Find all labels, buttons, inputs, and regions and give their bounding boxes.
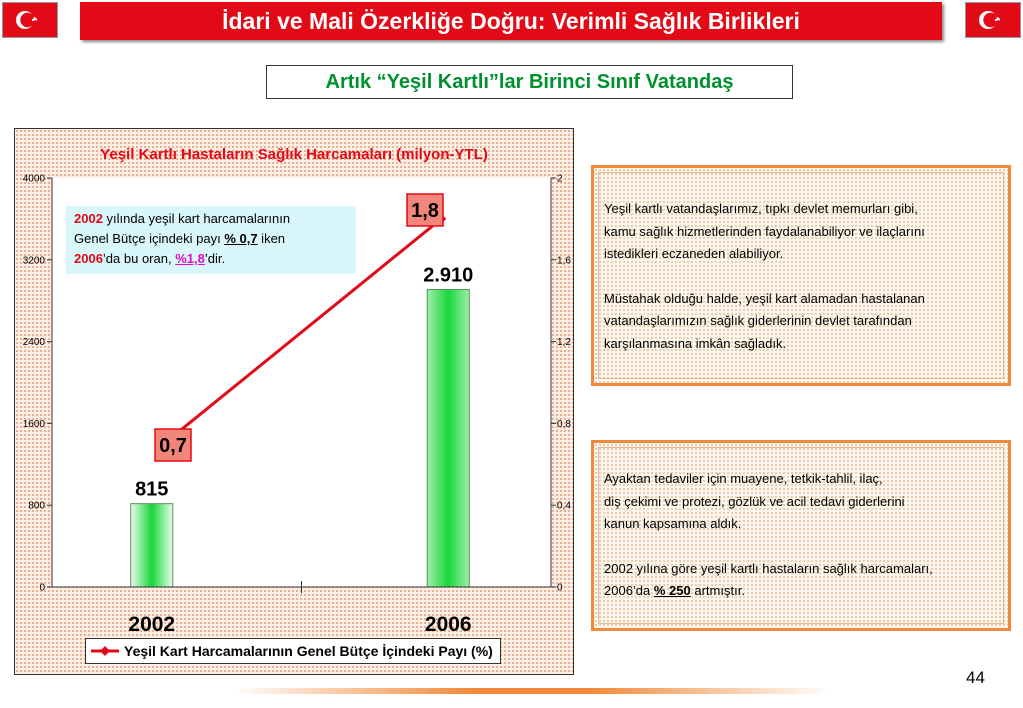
page-title: İdari ve Mali Özerkliğe Doğru: Verimli Sağlık Birlikleri bbox=[80, 2, 942, 40]
annotation-text: ’da bu oran, bbox=[102, 251, 176, 266]
left-tick-label: 4000 bbox=[22, 173, 45, 185]
info-text: artmıştır. bbox=[690, 583, 745, 598]
chart-legend bbox=[85, 638, 501, 664]
left-tick-label: 3200 bbox=[22, 255, 45, 267]
info-highlight-value: % 250 bbox=[653, 583, 691, 598]
footer-bar bbox=[230, 688, 830, 694]
x-axis-labels bbox=[52, 581, 551, 636]
info-line: karşılanmasına imkân sağladık. bbox=[604, 335, 787, 351]
line-value-label: 0,7 bbox=[159, 435, 187, 457]
info-line: vatandaşlarımızın sağlık giderlerinin devlet tarafından bbox=[604, 313, 912, 328]
right-tick-label: 1,2 bbox=[557, 337, 571, 349]
bar-2006 bbox=[427, 289, 469, 587]
info-box-2 bbox=[591, 440, 1011, 631]
right-tick-label: 2 bbox=[557, 173, 563, 185]
right-tick-label: 0,4 bbox=[557, 500, 571, 512]
bar-2002 bbox=[131, 504, 173, 587]
x-category-label: 2006 bbox=[424, 613, 472, 636]
info-line: Ayaktan tedaviler için muayene, tetkik-tahlil, ilaç, bbox=[604, 471, 883, 486]
right-tick-label: 0 bbox=[557, 582, 563, 594]
annotation-text: Genel Bütçe içindeki payı bbox=[74, 231, 225, 246]
right-tick-label: 1,6 bbox=[557, 255, 571, 267]
legend-label: Yeşil Kart Harcamalarının Genel Bütçe İçindeki Payı (%) bbox=[124, 643, 493, 659]
left-tick-label: 0 bbox=[39, 582, 45, 594]
legend-line-marker-icon bbox=[90, 645, 120, 657]
left-tick-label: 800 bbox=[28, 500, 45, 512]
info-line: kanun kapsamına aldık. bbox=[604, 516, 742, 531]
annotation-value-2002: % 0,7 bbox=[224, 231, 258, 246]
chart-title: Yeşil Kartlı Hastaların Sağlık Harcamaları (milyon-YTL) bbox=[100, 146, 488, 163]
line-value-label: 1,8 bbox=[411, 200, 439, 222]
annotation-year-2002: 2002 bbox=[74, 211, 103, 226]
info-line: Müstahak olduğu halde, yeşil kart alamadan hastalanan bbox=[604, 290, 925, 306]
annotation-year-2006: 2006 bbox=[74, 251, 103, 266]
chart-annotation bbox=[66, 206, 356, 274]
bar-value-label: 2.910 bbox=[423, 264, 474, 287]
right-tick-label: 0,8 bbox=[557, 418, 571, 430]
info-line: diş çekimi ve protezi, gözlük ve acil tedavi giderlerini bbox=[604, 493, 905, 509]
info-line bbox=[604, 580, 1002, 603]
page-number: 44 bbox=[966, 668, 985, 687]
bar-value-label: 815 bbox=[135, 478, 169, 501]
info-line: kamu sağlık hizmetlerinden faydalanabiliyor ve ilaçlarını bbox=[604, 223, 925, 239]
annotation-value-2006: %1,8 bbox=[175, 251, 205, 266]
right-axis bbox=[551, 174, 571, 594]
info-line: 2002 yılına göre yeşil kartlı hastaların sağlık harcamaları, bbox=[604, 560, 933, 576]
info-line: istedikleri eczaneden alabiliyor. bbox=[604, 246, 784, 261]
x-category-label: 2002 bbox=[128, 613, 176, 636]
left-axis bbox=[23, 174, 52, 594]
left-tick-label: 1600 bbox=[22, 418, 45, 430]
info-box-1 bbox=[591, 165, 1011, 386]
turkish-flag-icon bbox=[965, 2, 1021, 38]
annotation-text: ’dir. bbox=[204, 251, 226, 266]
annotation-text: iken bbox=[257, 231, 286, 246]
annotation-text: yılında yeşil kart harcamalarının bbox=[102, 211, 291, 226]
slide-subtitle: Artık “Yeşil Kartlı”lar Birinci Sınıf Vatandaş bbox=[266, 65, 793, 99]
left-tick-label: 2400 bbox=[22, 337, 45, 349]
info-line: Yeşil kartlı vatandaşlarımız, tıpkı devlet memurları gibi, bbox=[604, 201, 918, 216]
info-text: 2006’da bbox=[604, 583, 654, 598]
